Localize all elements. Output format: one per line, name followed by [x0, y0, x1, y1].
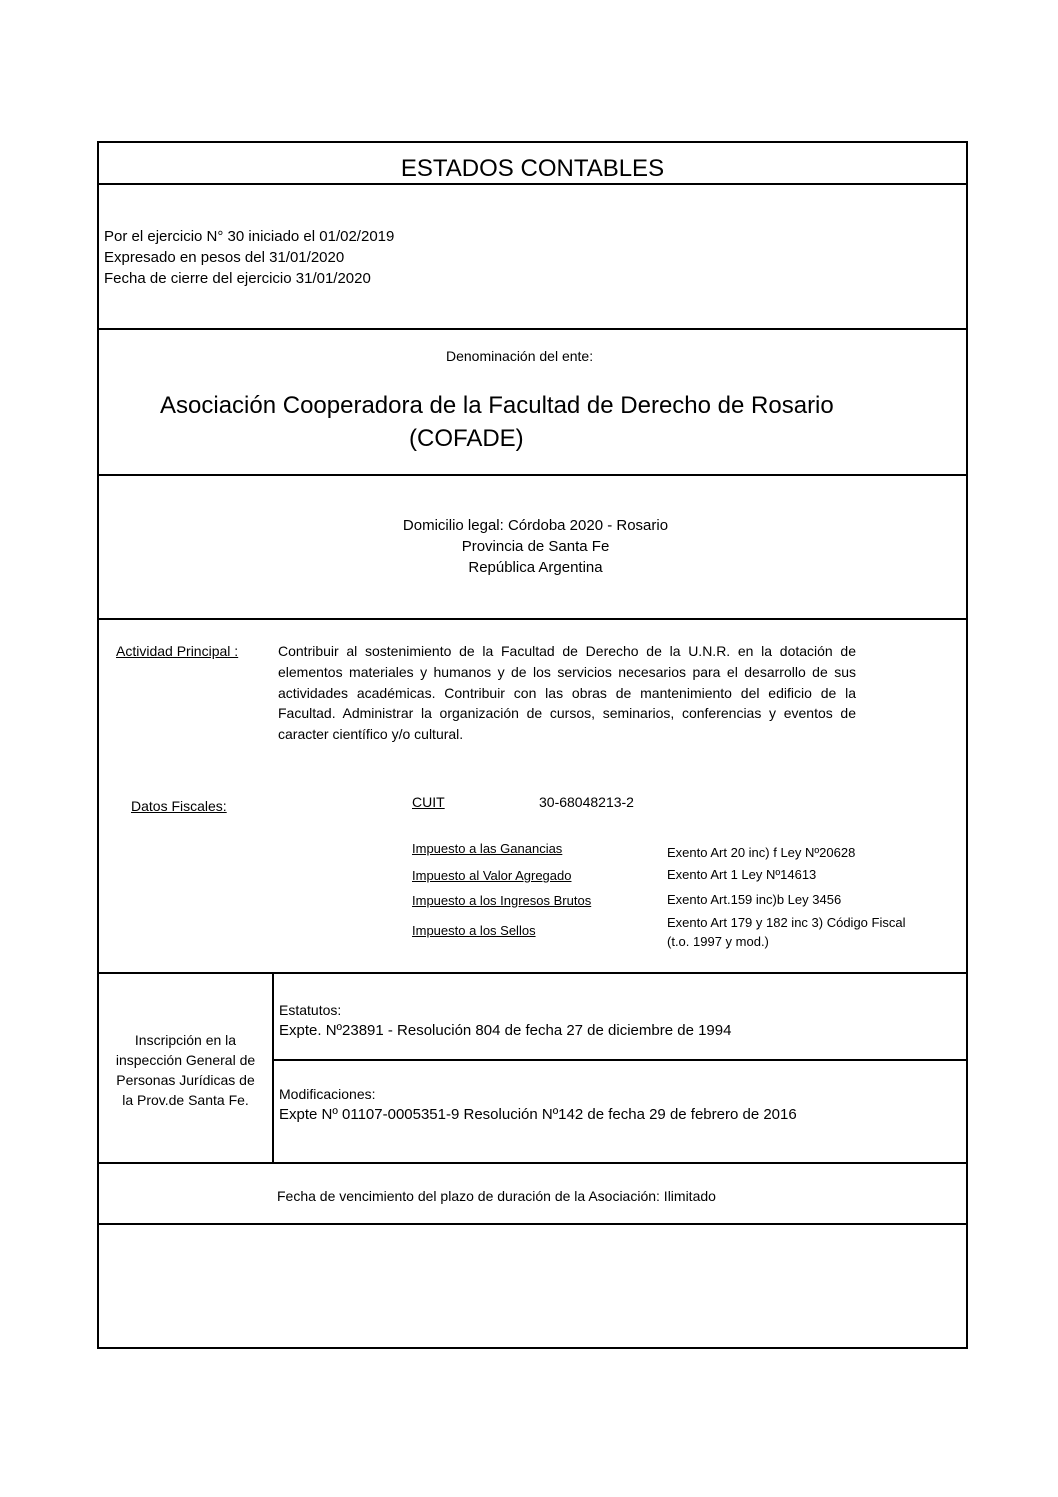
ente-name-abbrev: (COFADE): [409, 425, 524, 452]
inscripcion-line: Inscripción en la: [134, 1032, 237, 1048]
divider: [99, 328, 966, 330]
domicilio-line: República Argentina: [468, 559, 603, 576]
modificaciones-label: Modificaciones:: [279, 1086, 376, 1102]
fiscal-item-name: Impuesto a las Ganancias: [412, 841, 563, 856]
fiscal-item-name: Impuesto al Valor Agregado: [412, 868, 572, 883]
ejercicio-line: Por el ejercicio N° 30 iniciado el 01/02/2019: [104, 228, 395, 245]
divider: [99, 474, 966, 476]
fiscal-item-value: Exento Art.159 inc)b Ley 3456: [667, 892, 842, 907]
fiscal-item-value: Exento Art 20 inc) f Ley Nº20628: [667, 845, 856, 860]
cuit-label: CUIT: [412, 794, 445, 810]
ejercicio-line: Expresado en pesos del 31/01/2020: [104, 249, 345, 266]
divider: [272, 974, 274, 1162]
document-frame: [97, 141, 968, 1349]
cuit-value: 30-68048213-2: [539, 794, 634, 810]
inscripcion-line: inspección General de: [115, 1052, 256, 1068]
ente-label: Denominación del ente:: [446, 348, 594, 364]
fiscal-item-value-cont: (t.o. 1997 y mod.): [667, 934, 769, 949]
fiscal-item-value: Exento Art 179 y 182 inc 3) Código Fiscal: [667, 915, 906, 930]
inscripcion-line: la Prov.de Santa Fe.: [122, 1092, 249, 1108]
fiscal-item-value: Exento Art 1 Ley Nº14613: [667, 867, 817, 882]
fiscal-item-name: Impuesto a los Sellos: [412, 923, 536, 938]
divider: [99, 1162, 966, 1164]
ente-name: Asociación Cooperadora de la Facultad de Derecho de Rosario: [160, 392, 834, 419]
inscripcion-line: Personas Jurídicas de: [116, 1072, 255, 1088]
actividad-text: Contribuir al sostenimiento de la Facultad de Derecho de la U.N.R. en la dotación de elementos materiales y humanos y de los servicios necesarios para el desarrollo de sus actividades académicas. Contribuir con las obras de mantenimiento del edificio de la Facultad. Administrar la organización de cursos, seminarios, conferencias y eventos de caracter científico y/o cultural.: [278, 643, 856, 743]
actividad-label: Actividad Principal :: [116, 643, 239, 659]
divider: [99, 972, 966, 974]
page-title: ESTADOS CONTABLES: [400, 155, 665, 182]
domicilio-line: Domicilio legal: Córdoba 2020 - Rosario: [402, 517, 669, 534]
ejercicio-line: Fecha de cierre del ejercicio 31/01/2020: [104, 270, 371, 287]
divider: [99, 1223, 966, 1225]
fiscal-item-name: Impuesto a los Ingresos Brutos: [412, 893, 592, 908]
estatutos-label: Estatutos:: [279, 1002, 342, 1018]
vencimiento-text: Fecha de vencimiento del plazo de duración de la Asociación: Ilimitado: [277, 1188, 716, 1204]
domicilio-line: Provincia de Santa Fe: [461, 538, 610, 555]
estatutos-value: Expte. Nº23891 - Resolución 804 de fecha 27 de diciembre de 1994: [279, 1022, 732, 1039]
divider: [99, 183, 966, 185]
divider: [99, 618, 966, 620]
modificaciones-value: Expte Nº 01107-0005351-9 Resolución Nº142 de fecha 29 de febrero de 2016: [279, 1106, 797, 1123]
divider: [274, 1059, 966, 1061]
fiscal-label: Datos Fiscales:: [131, 798, 227, 814]
